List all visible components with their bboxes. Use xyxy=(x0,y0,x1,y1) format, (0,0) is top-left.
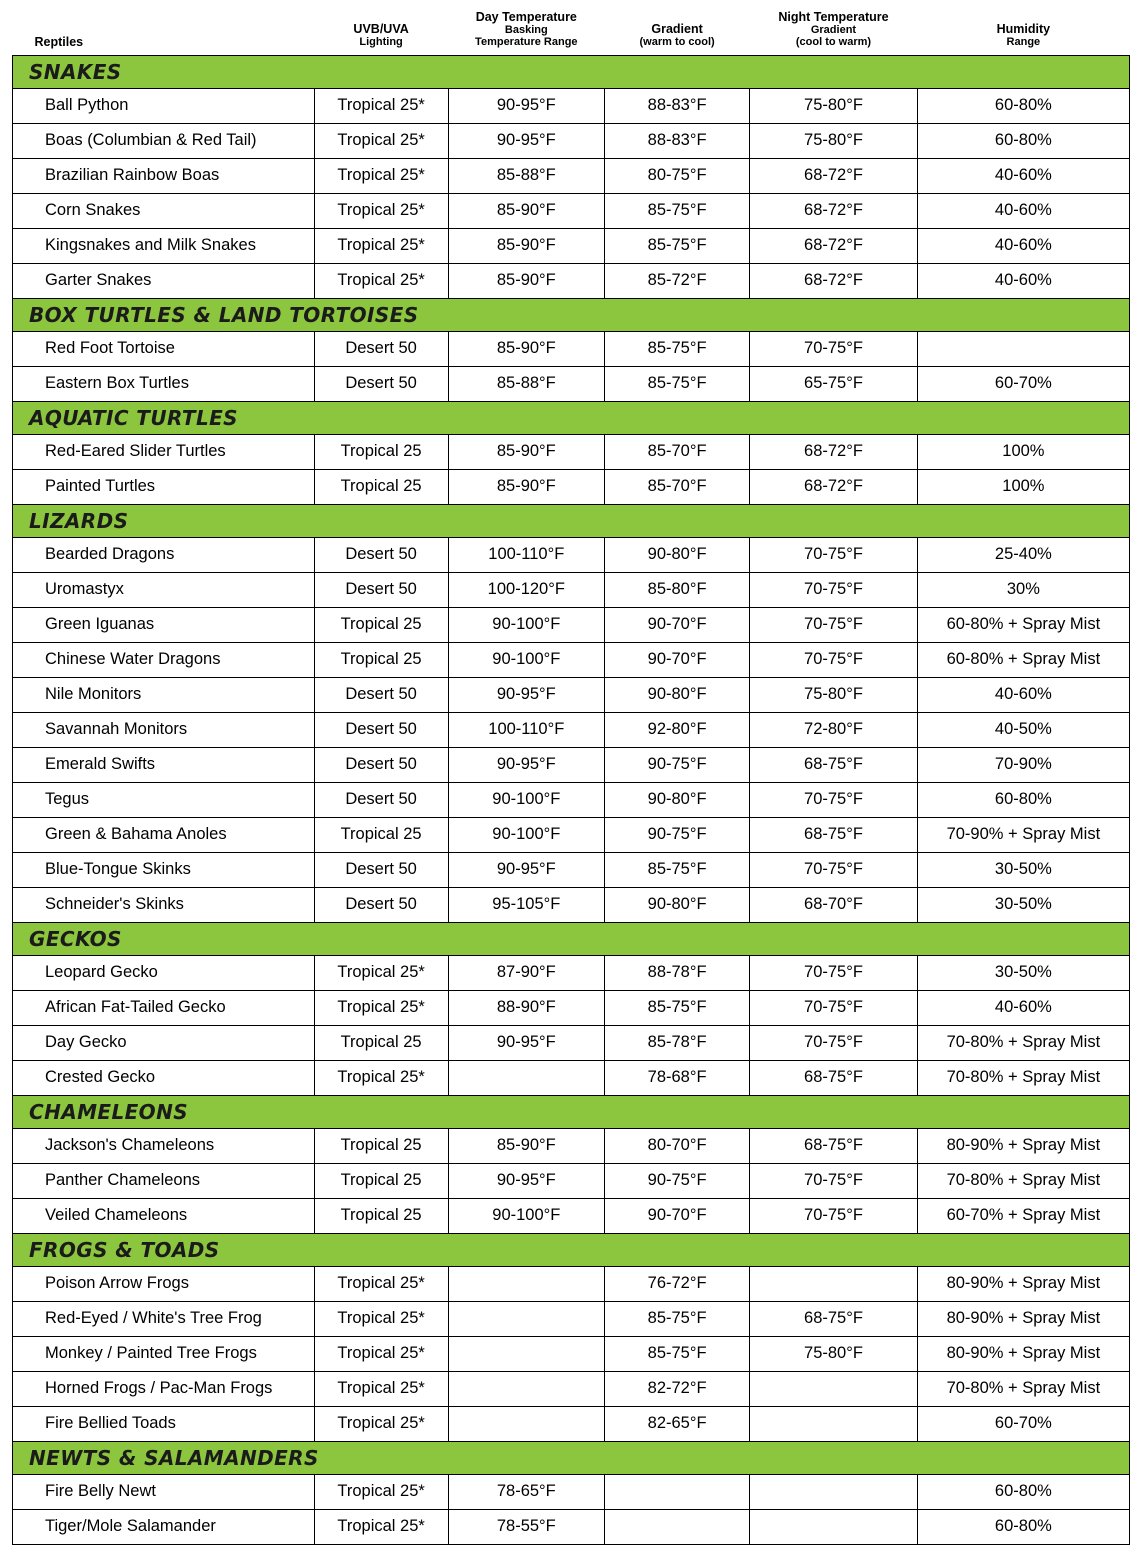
cell-uvb-lighting: Tropical 25 xyxy=(314,1163,448,1198)
cell-humidity-range: 40-60% xyxy=(917,990,1129,1025)
cell-species-name: Tegus xyxy=(13,782,315,817)
cell-humidity-range: 30-50% xyxy=(917,852,1129,887)
cell-species-name: Eastern Box Turtles xyxy=(13,366,315,401)
cell-gradient-warm-to-cool: 90-80°F xyxy=(604,677,749,712)
cell-uvb-lighting: Tropical 25 xyxy=(314,434,448,469)
cell-night-gradient: 65-75°F xyxy=(750,366,918,401)
column-header-humidity-line2: Range xyxy=(1006,36,1041,49)
table-row xyxy=(13,1336,1130,1371)
cell-species-name: Nile Monitors xyxy=(13,677,315,712)
group-title: NEWTS & SALAMANDERS xyxy=(29,1445,319,1470)
cell-humidity-range: 40-60% xyxy=(917,677,1129,712)
cell-gradient-warm-to-cool: 90-75°F xyxy=(604,747,749,782)
table-row xyxy=(13,88,1130,123)
cell-night-gradient: 70-75°F xyxy=(750,852,918,887)
group-header-row xyxy=(13,922,1130,955)
cell-gradient-warm-to-cool: 80-75°F xyxy=(604,158,749,193)
table-row xyxy=(13,331,1130,366)
cell-uvb-lighting: Tropical 25* xyxy=(314,955,448,990)
cell-uvb-lighting: Desert 50 xyxy=(314,537,448,572)
cell-species-name: Poison Arrow Frogs xyxy=(13,1266,315,1301)
cell-uvb-lighting: Desert 50 xyxy=(314,712,448,747)
cell-uvb-lighting: Tropical 25 xyxy=(314,1198,448,1233)
group-title: CHAMELEONS xyxy=(29,1099,189,1124)
cell-night-gradient: 68-75°F xyxy=(750,1060,918,1095)
cell-uvb-lighting: Tropical 25* xyxy=(314,1509,448,1544)
cell-uvb-lighting: Desert 50 xyxy=(314,887,448,922)
table-row xyxy=(13,1025,1130,1060)
column-header-gradient xyxy=(604,8,749,55)
cell-uvb-lighting: Tropical 25* xyxy=(314,1301,448,1336)
cell-night-gradient: 72-80°F xyxy=(750,712,918,747)
cell-humidity-range: 60-80% xyxy=(917,1509,1129,1544)
cell-humidity-range: 80-90% + Spray Mist xyxy=(917,1266,1129,1301)
cell-gradient-warm-to-cool xyxy=(604,1474,749,1509)
table-row xyxy=(13,1509,1130,1544)
cell-night-gradient: 68-75°F xyxy=(750,1301,918,1336)
table-row xyxy=(13,1474,1130,1509)
cell-humidity-range: 30-50% xyxy=(917,955,1129,990)
cell-gradient-warm-to-cool: 85-75°F xyxy=(604,990,749,1025)
cell-gradient-warm-to-cool: 85-75°F xyxy=(604,1336,749,1371)
cell-gradient-warm-to-cool: 90-80°F xyxy=(604,782,749,817)
cell-night-gradient xyxy=(750,1266,918,1301)
column-header-reptiles-line1: Reptiles xyxy=(34,34,84,49)
column-header-day-line1: Day Temperature xyxy=(475,10,577,24)
cell-gradient-warm-to-cool: 80-70°F xyxy=(604,1128,749,1163)
cell-species-name: Crested Gecko xyxy=(13,1060,315,1095)
table-row xyxy=(13,537,1130,572)
table-row xyxy=(13,1060,1130,1095)
cell-humidity-range: 70-90% xyxy=(917,747,1129,782)
cell-uvb-lighting: Tropical 25* xyxy=(314,1371,448,1406)
cell-uvb-lighting: Tropical 25 xyxy=(314,1128,448,1163)
cell-day-basking-temp: 85-90°F xyxy=(448,331,604,366)
cell-gradient-warm-to-cool: 90-80°F xyxy=(604,887,749,922)
cell-humidity-range: 40-60% xyxy=(917,228,1129,263)
cell-night-gradient: 68-72°F xyxy=(750,193,918,228)
cell-day-basking-temp xyxy=(448,1371,604,1406)
cell-humidity-range: 70-80% + Spray Mist xyxy=(917,1163,1129,1198)
cell-species-name: Green Iguanas xyxy=(13,607,315,642)
column-header-humidity xyxy=(917,8,1129,55)
cell-night-gradient: 68-75°F xyxy=(750,747,918,782)
cell-uvb-lighting: Tropical 25* xyxy=(314,1474,448,1509)
group-header-cell xyxy=(13,1233,1130,1266)
cell-gradient-warm-to-cool: 88-83°F xyxy=(604,123,749,158)
group-header-cell xyxy=(13,1095,1130,1128)
cell-gradient-warm-to-cool: 90-75°F xyxy=(604,1163,749,1198)
group-title: AQUATIC TURTLES xyxy=(29,405,238,430)
table-row xyxy=(13,817,1130,852)
cell-uvb-lighting: Tropical 25 xyxy=(314,642,448,677)
cell-gradient-warm-to-cool: 85-80°F xyxy=(604,572,749,607)
cell-species-name: Tiger/Mole Salamander xyxy=(13,1509,315,1544)
cell-uvb-lighting: Tropical 25 xyxy=(314,469,448,504)
cell-night-gradient: 68-72°F xyxy=(750,158,918,193)
cell-humidity-range: 80-90% + Spray Mist xyxy=(917,1301,1129,1336)
table-row xyxy=(13,887,1130,922)
cell-species-name: Schneider's Skinks xyxy=(13,887,315,922)
cell-species-name: Bearded Dragons xyxy=(13,537,315,572)
table-row xyxy=(13,1266,1130,1301)
cell-species-name: Fire Belly Newt xyxy=(13,1474,315,1509)
table-row xyxy=(13,1128,1130,1163)
cell-day-basking-temp xyxy=(448,1406,604,1441)
table-row xyxy=(13,955,1130,990)
cell-humidity-range: 100% xyxy=(917,434,1129,469)
column-header-uvb-line2: Lighting xyxy=(359,36,403,49)
cell-uvb-lighting: Desert 50 xyxy=(314,677,448,712)
cell-humidity-range: 60-80% xyxy=(917,1474,1129,1509)
column-header-reptiles xyxy=(13,8,315,55)
cell-day-basking-temp: 90-95°F xyxy=(448,747,604,782)
table-row xyxy=(13,193,1130,228)
cell-humidity-range: 70-80% + Spray Mist xyxy=(917,1371,1129,1406)
table-row xyxy=(13,469,1130,504)
cell-humidity-range: 70-80% + Spray Mist xyxy=(917,1025,1129,1060)
cell-day-basking-temp: 85-88°F xyxy=(448,366,604,401)
cell-uvb-lighting: Tropical 25* xyxy=(314,990,448,1025)
cell-species-name: Brazilian Rainbow Boas xyxy=(13,158,315,193)
cell-night-gradient: 75-80°F xyxy=(750,88,918,123)
table-row xyxy=(13,990,1130,1025)
cell-uvb-lighting: Tropical 25* xyxy=(314,158,448,193)
cell-night-gradient: 75-80°F xyxy=(750,123,918,158)
table-row xyxy=(13,366,1130,401)
cell-species-name: Leopard Gecko xyxy=(13,955,315,990)
cell-species-name: Horned Frogs / Pac-Man Frogs xyxy=(13,1371,315,1406)
cell-humidity-range: 80-90% + Spray Mist xyxy=(917,1128,1129,1163)
column-header-gradient-line2: (warm to cool) xyxy=(639,36,715,49)
cell-gradient-warm-to-cool: 90-70°F xyxy=(604,642,749,677)
cell-uvb-lighting: Desert 50 xyxy=(314,366,448,401)
cell-day-basking-temp xyxy=(448,1336,604,1371)
group-header-row xyxy=(13,1233,1130,1266)
cell-night-gradient: 70-75°F xyxy=(750,990,918,1025)
cell-day-basking-temp: 78-65°F xyxy=(448,1474,604,1509)
cell-night-gradient: 75-80°F xyxy=(750,677,918,712)
cell-humidity-range: 60-80% + Spray Mist xyxy=(917,607,1129,642)
cell-day-basking-temp: 90-95°F xyxy=(448,1163,604,1198)
cell-humidity-range: 70-90% + Spray Mist xyxy=(917,817,1129,852)
cell-day-basking-temp: 90-95°F xyxy=(448,677,604,712)
group-header-row xyxy=(13,401,1130,434)
column-header-gradient-line1: Gradient xyxy=(651,22,703,37)
cell-uvb-lighting: Desert 50 xyxy=(314,572,448,607)
cell-humidity-range: 40-60% xyxy=(917,193,1129,228)
table-row xyxy=(13,228,1130,263)
cell-day-basking-temp: 87-90°F xyxy=(448,955,604,990)
cell-species-name: African Fat-Tailed Gecko xyxy=(13,990,315,1025)
group-title: FROGS & TOADS xyxy=(29,1237,220,1262)
cell-uvb-lighting: Tropical 25 xyxy=(314,817,448,852)
cell-species-name: Emerald Swifts xyxy=(13,747,315,782)
cell-species-name: Blue-Tongue Skinks xyxy=(13,852,315,887)
cell-species-name: Chinese Water Dragons xyxy=(13,642,315,677)
group-header-cell xyxy=(13,401,1130,434)
cell-species-name: Green & Bahama Anoles xyxy=(13,817,315,852)
cell-gradient-warm-to-cool: 90-70°F xyxy=(604,1198,749,1233)
cell-uvb-lighting: Desert 50 xyxy=(314,852,448,887)
table-row xyxy=(13,1406,1130,1441)
cell-day-basking-temp: 100-110°F xyxy=(448,537,604,572)
cell-species-name: Painted Turtles xyxy=(13,469,315,504)
cell-species-name: Red Foot Tortoise xyxy=(13,331,315,366)
cell-day-basking-temp: 90-100°F xyxy=(448,1198,604,1233)
cell-night-gradient xyxy=(750,1406,918,1441)
cell-gradient-warm-to-cool: 85-72°F xyxy=(604,263,749,298)
cell-species-name: Day Gecko xyxy=(13,1025,315,1060)
cell-humidity-range: 30% xyxy=(917,572,1129,607)
cell-gradient-warm-to-cool: 90-75°F xyxy=(604,817,749,852)
cell-day-basking-temp: 90-95°F xyxy=(448,852,604,887)
group-header-cell xyxy=(13,298,1130,331)
cell-day-basking-temp: 90-95°F xyxy=(448,1025,604,1060)
cell-day-basking-temp xyxy=(448,1060,604,1095)
table-row xyxy=(13,1301,1130,1336)
cell-night-gradient: 70-75°F xyxy=(750,1025,918,1060)
cell-day-basking-temp xyxy=(448,1301,604,1336)
cell-night-gradient: 70-75°F xyxy=(750,955,918,990)
cell-day-basking-temp: 85-88°F xyxy=(448,158,604,193)
cell-gradient-warm-to-cool: 90-80°F xyxy=(604,537,749,572)
table-row xyxy=(13,642,1130,677)
group-header-cell xyxy=(13,55,1130,88)
cell-uvb-lighting: Tropical 25* xyxy=(314,228,448,263)
cell-night-gradient: 70-75°F xyxy=(750,1198,918,1233)
cell-uvb-lighting: Tropical 25* xyxy=(314,1266,448,1301)
group-title: LIZARDS xyxy=(29,508,129,533)
cell-species-name: Kingsnakes and Milk Snakes xyxy=(13,228,315,263)
group-header-row xyxy=(13,504,1130,537)
cell-humidity-range: 30-50% xyxy=(917,887,1129,922)
cell-humidity-range: 40-50% xyxy=(917,712,1129,747)
cell-uvb-lighting: Tropical 25* xyxy=(314,1336,448,1371)
care-requirements-table xyxy=(12,8,1130,1545)
table-row xyxy=(13,747,1130,782)
cell-humidity-range: 100% xyxy=(917,469,1129,504)
cell-uvb-lighting: Tropical 25* xyxy=(314,88,448,123)
table-row xyxy=(13,1198,1130,1233)
cell-uvb-lighting: Tropical 25* xyxy=(314,263,448,298)
cell-day-basking-temp: 100-120°F xyxy=(448,572,604,607)
group-header-cell xyxy=(13,1441,1130,1474)
cell-uvb-lighting: Tropical 25 xyxy=(314,1025,448,1060)
cell-day-basking-temp: 90-95°F xyxy=(448,123,604,158)
cell-gradient-warm-to-cool: 85-75°F xyxy=(604,331,749,366)
cell-uvb-lighting: Desert 50 xyxy=(314,782,448,817)
cell-humidity-range: 60-80% xyxy=(917,123,1129,158)
table-row xyxy=(13,782,1130,817)
cell-species-name: Panther Chameleons xyxy=(13,1163,315,1198)
group-title: GECKOS xyxy=(29,926,122,951)
cell-humidity-range: 40-60% xyxy=(917,263,1129,298)
cell-night-gradient: 68-72°F xyxy=(750,434,918,469)
cell-uvb-lighting: Desert 50 xyxy=(314,747,448,782)
cell-uvb-lighting: Tropical 25* xyxy=(314,1060,448,1095)
column-header-uvb-line1: UVB/UVA xyxy=(353,22,409,37)
cell-night-gradient: 70-75°F xyxy=(750,607,918,642)
group-header-row xyxy=(13,1095,1130,1128)
cell-uvb-lighting: Tropical 25 xyxy=(314,607,448,642)
group-header-cell xyxy=(13,504,1130,537)
cell-species-name: Ball Python xyxy=(13,88,315,123)
column-header-night-line1: Night Temperature xyxy=(778,10,889,24)
header-row xyxy=(13,8,1130,55)
cell-gradient-warm-to-cool: 85-78°F xyxy=(604,1025,749,1060)
table-row xyxy=(13,677,1130,712)
table-body xyxy=(13,55,1130,1544)
cell-humidity-range: 70-80% + Spray Mist xyxy=(917,1060,1129,1095)
cell-day-basking-temp: 90-100°F xyxy=(448,607,604,642)
cell-gradient-warm-to-cool: 88-83°F xyxy=(604,88,749,123)
cell-uvb-lighting: Tropical 25* xyxy=(314,123,448,158)
cell-day-basking-temp: 90-95°F xyxy=(448,88,604,123)
cell-humidity-range: 40-60% xyxy=(917,158,1129,193)
cell-gradient-warm-to-cool: 82-72°F xyxy=(604,1371,749,1406)
cell-night-gradient xyxy=(750,1371,918,1406)
cell-night-gradient: 68-72°F xyxy=(750,263,918,298)
cell-humidity-range: 60-80% + Spray Mist xyxy=(917,642,1129,677)
group-header-cell xyxy=(13,922,1130,955)
cell-night-gradient: 70-75°F xyxy=(750,782,918,817)
cell-gradient-warm-to-cool: 85-75°F xyxy=(604,193,749,228)
cell-humidity-range: 60-70% xyxy=(917,366,1129,401)
column-header-night-temp xyxy=(750,8,918,55)
cell-gradient-warm-to-cool: 85-70°F xyxy=(604,469,749,504)
cell-day-basking-temp: 85-90°F xyxy=(448,228,604,263)
column-header-day-line2: Basking xyxy=(504,24,548,36)
cell-day-basking-temp xyxy=(448,1266,604,1301)
cell-humidity-range: 60-70% + Spray Mist xyxy=(917,1198,1129,1233)
cell-uvb-lighting: Desert 50 xyxy=(314,331,448,366)
cell-night-gradient xyxy=(750,1509,918,1544)
cell-species-name: Corn Snakes xyxy=(13,193,315,228)
cell-day-basking-temp: 95-105°F xyxy=(448,887,604,922)
table-row xyxy=(13,852,1130,887)
cell-humidity-range: 25-40% xyxy=(917,537,1129,572)
cell-species-name: Savannah Monitors xyxy=(13,712,315,747)
cell-gradient-warm-to-cool: 85-70°F xyxy=(604,434,749,469)
cell-day-basking-temp: 85-90°F xyxy=(448,263,604,298)
cell-humidity-range xyxy=(917,331,1129,366)
cell-species-name: Red-Eyed / White's Tree Frog xyxy=(13,1301,315,1336)
cell-day-basking-temp: 78-55°F xyxy=(448,1509,604,1544)
cell-gradient-warm-to-cool: 85-75°F xyxy=(604,1301,749,1336)
group-title: BOX TURTLES & LAND TORTOISES xyxy=(29,302,419,327)
cell-night-gradient: 68-75°F xyxy=(750,817,918,852)
cell-species-name: Uromastyx xyxy=(13,572,315,607)
table-row xyxy=(13,607,1130,642)
cell-day-basking-temp: 85-90°F xyxy=(448,469,604,504)
cell-night-gradient: 70-75°F xyxy=(750,642,918,677)
cell-species-name: Garter Snakes xyxy=(13,263,315,298)
cell-gradient-warm-to-cool: 85-75°F xyxy=(604,366,749,401)
cell-night-gradient xyxy=(750,1474,918,1509)
cell-day-basking-temp: 85-90°F xyxy=(448,1128,604,1163)
cell-species-name: Monkey / Painted Tree Frogs xyxy=(13,1336,315,1371)
column-header-day-temp xyxy=(448,8,604,55)
column-header-night-line3: (cool to warm) xyxy=(795,36,872,49)
cell-night-gradient: 68-75°F xyxy=(750,1128,918,1163)
table-row xyxy=(13,1371,1130,1406)
cell-night-gradient: 70-75°F xyxy=(750,572,918,607)
cell-gradient-warm-to-cool: 85-75°F xyxy=(604,228,749,263)
cell-gradient-warm-to-cool: 85-75°F xyxy=(604,852,749,887)
table-row xyxy=(13,1163,1130,1198)
cell-night-gradient: 68-72°F xyxy=(750,469,918,504)
cell-night-gradient: 68-70°F xyxy=(750,887,918,922)
cell-gradient-warm-to-cool: 88-78°F xyxy=(604,955,749,990)
table-row xyxy=(13,434,1130,469)
cell-gradient-warm-to-cool: 76-72°F xyxy=(604,1266,749,1301)
group-title: SNAKES xyxy=(29,59,122,84)
cell-day-basking-temp: 100-110°F xyxy=(448,712,604,747)
table-row xyxy=(13,263,1130,298)
cell-species-name: Boas (Columbian & Red Tail) xyxy=(13,123,315,158)
cell-gradient-warm-to-cool: 92-80°F xyxy=(604,712,749,747)
group-header-row xyxy=(13,298,1130,331)
cell-gradient-warm-to-cool: 90-70°F xyxy=(604,607,749,642)
group-header-row xyxy=(13,1441,1130,1474)
cell-day-basking-temp: 90-100°F xyxy=(448,642,604,677)
column-header-uvb-lighting xyxy=(314,8,448,55)
cell-day-basking-temp: 90-100°F xyxy=(448,817,604,852)
cell-species-name: Jackson's Chameleons xyxy=(13,1128,315,1163)
column-header-night-line2: Gradient xyxy=(810,24,857,36)
table-row xyxy=(13,158,1130,193)
group-header-row xyxy=(13,55,1130,88)
table-row xyxy=(13,572,1130,607)
cell-humidity-range: 60-70% xyxy=(917,1406,1129,1441)
cell-gradient-warm-to-cool: 78-68°F xyxy=(604,1060,749,1095)
cell-humidity-range: 60-80% xyxy=(917,88,1129,123)
cell-night-gradient: 70-75°F xyxy=(750,537,918,572)
cell-night-gradient: 75-80°F xyxy=(750,1336,918,1371)
cell-gradient-warm-to-cool xyxy=(604,1509,749,1544)
cell-uvb-lighting: Tropical 25* xyxy=(314,1406,448,1441)
cell-species-name: Veiled Chameleons xyxy=(13,1198,315,1233)
column-header-day-line3: Temperature Range xyxy=(475,36,578,49)
cell-humidity-range: 60-80% xyxy=(917,782,1129,817)
cell-day-basking-temp: 88-90°F xyxy=(448,990,604,1025)
cell-species-name: Red-Eared Slider Turtles xyxy=(13,434,315,469)
cell-day-basking-temp: 90-100°F xyxy=(448,782,604,817)
cell-day-basking-temp: 85-90°F xyxy=(448,193,604,228)
cell-gradient-warm-to-cool: 82-65°F xyxy=(604,1406,749,1441)
cell-uvb-lighting: Tropical 25* xyxy=(314,193,448,228)
cell-day-basking-temp: 85-90°F xyxy=(448,434,604,469)
table-row xyxy=(13,712,1130,747)
table-row xyxy=(13,123,1130,158)
cell-night-gradient: 70-75°F xyxy=(750,331,918,366)
cell-night-gradient: 68-72°F xyxy=(750,228,918,263)
cell-humidity-range: 80-90% + Spray Mist xyxy=(917,1336,1129,1371)
column-header-humidity-line1: Humidity xyxy=(996,22,1051,37)
cell-species-name: Fire Bellied Toads xyxy=(13,1406,315,1441)
table-header xyxy=(13,8,1130,55)
cell-night-gradient: 70-75°F xyxy=(750,1163,918,1198)
